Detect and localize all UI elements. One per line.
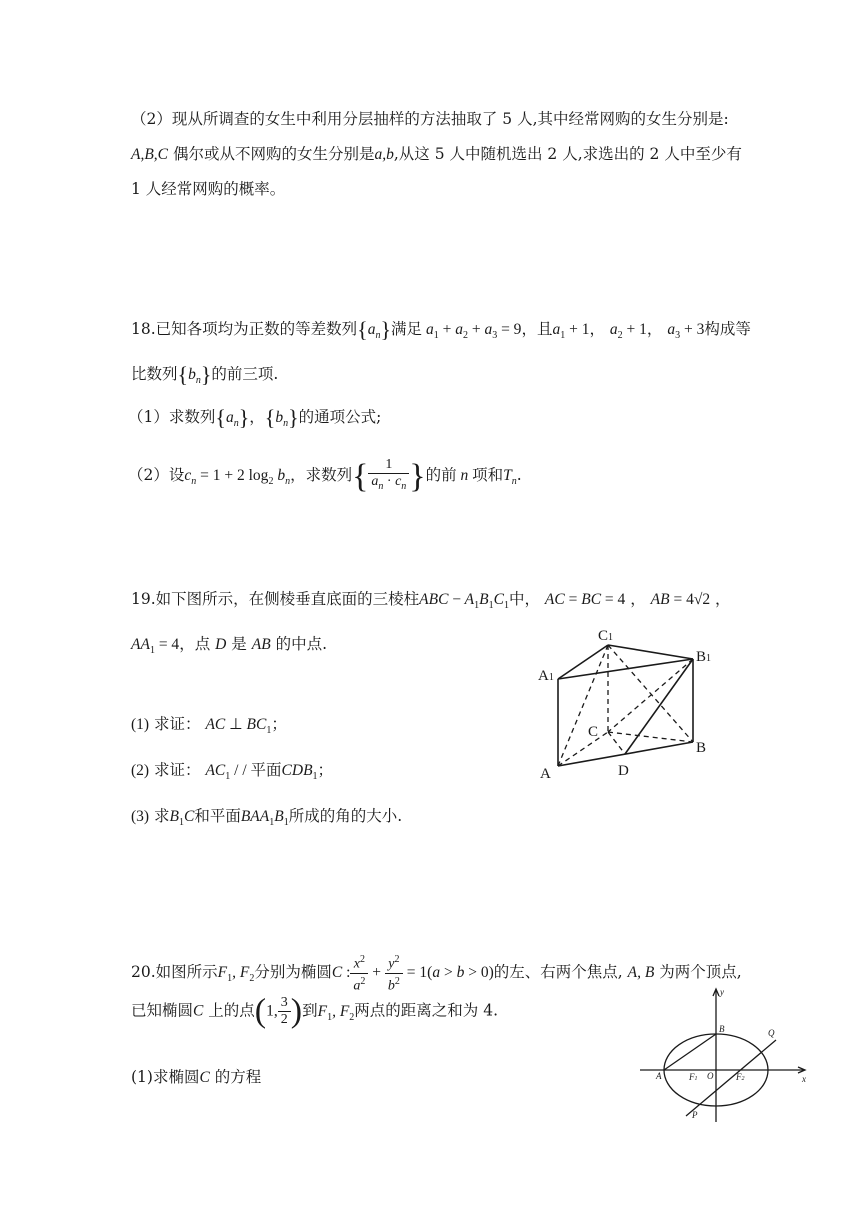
label-Q: Q <box>768 1028 775 1038</box>
q18-text: 满足 <box>391 320 423 338</box>
q20-part1: (1)求椭圆C 的方程 <box>131 1068 262 1086</box>
q20-line2: 已知椭圆C 上的点(1, $\frac{3}{2}$ )到$F_1$, $F_2$两点的距离之和为 4. <box>131 992 498 1030</box>
label-B1: B1 <box>696 649 712 665</box>
q18-text: （1）求数列 <box>128 408 216 426</box>
label-A1: A1 <box>538 668 554 684</box>
q19-text: 中， <box>508 590 540 608</box>
q18-text: ，且 <box>521 320 553 338</box>
q18-line2: 比数列$\{b_n\}$的前三项. <box>131 362 279 387</box>
q17-text: ,从这 5 人中随机选出 2 人,求选出的 2 人中至少有 <box>393 145 742 163</box>
q18-text: ，求数列 <box>290 465 353 484</box>
q18-text: 的通项公式; <box>298 408 382 426</box>
q19-text: 如下图所示，在侧棱垂直底面的三棱柱 <box>155 590 420 608</box>
q18-fraction: $\frac{1}{a_n \cdot c_n}$ <box>368 457 409 495</box>
label-F2: F2 <box>736 1072 745 1082</box>
q19-number: 19. <box>131 590 156 608</box>
label-y: y <box>720 987 724 997</box>
q18-text: 项和 <box>472 465 504 484</box>
q18-line1: 18.已知各项均为正数的等差数列$\{a_n\}$满足 $a_1 + a_2 + a_3 = 9$，且$a_1 + 1$， $a_2 + 1$， $a_3 + 3$构成等 <box>131 317 751 342</box>
q19-line2: $AA_1 = 4$，点 D 是 AB 的中点. <box>131 635 328 657</box>
q19-text: 的中点. <box>275 635 328 653</box>
q19-part1: (1) 求证： AC ⊥ $BC_1$； <box>131 715 287 737</box>
q18-text: 的前三项. <box>211 365 279 383</box>
label-B: B <box>719 1024 725 1034</box>
q17-part2-line1: （2）现从所调查的女生中利用分层抽样的方法抽取了 5 人,其中经常网购的女生分别是: <box>131 110 729 128</box>
q19-line1: 19.如下图所示，在侧棱垂直底面的三棱柱ABC − $A_1B_1C_1$中， AC = BC = 4 ， AB = 4√2 ， <box>131 590 731 612</box>
label-x: x <box>802 1074 806 1084</box>
label-C1: C1 <box>598 628 614 644</box>
q18-text: 已知各项均为正数的等差数列 <box>155 320 358 338</box>
q19-text: 是 <box>231 635 247 653</box>
q17-text: 偶尔或从不网购的女生分别是 <box>168 145 375 163</box>
label-P: P <box>692 1110 698 1120</box>
label-F1: F1 <box>689 1072 698 1082</box>
q17-vars-ab: a,b <box>374 146 394 163</box>
q18-text: 的前 <box>425 465 457 484</box>
ellipse-figure <box>638 984 814 1126</box>
q19-part2: (2) 求证： $AC_1$ / / 平面$CDB_1$； <box>131 761 334 783</box>
label-O: O <box>707 1071 714 1081</box>
q19-text: ，点 <box>179 635 211 653</box>
q20-line1: 20.如图所示$F_1$, $F_2$分别为椭圆C : $\frac{x^2}{a^2}$ + $\frac{y^2}{b^2}$ = 1(a > b > 0)的左、右两个焦点, A, B 为两个顶点, <box>131 954 742 994</box>
q18-text: 构成等 <box>704 320 751 338</box>
q18-text: （2）设 <box>128 465 185 484</box>
label-B: B <box>696 740 707 756</box>
q18-text: 比数列 <box>131 365 178 383</box>
q17-part2-line3: 1 人经常网购的概率。 <box>131 180 286 198</box>
label-D: D <box>618 763 629 779</box>
q17-vars-ABC: A,B,C <box>131 146 169 163</box>
q17-part2-line2 <box>131 143 742 166</box>
q18-number: 18. <box>131 320 156 338</box>
label-A: A <box>656 1071 662 1081</box>
q18-part1: （1）求数列$\{a_n\}$，$\{b_n\}$的通项公式; <box>128 405 382 430</box>
label-A: A <box>540 766 551 782</box>
q19-part3: (3) 求$B_1C$和平面$BAA_1B_1$所成的角的大小. <box>131 807 403 829</box>
q20-number: 20. <box>131 963 156 982</box>
q18-part2: （2）设$c_n = 1 + 2$ $\log_2 b_n$，求数列{ $\frac{1}{a_n \cdot c_n}$ }的前 n 项和$T_n$. <box>128 457 522 495</box>
label-C: C <box>588 724 599 740</box>
prism-figure <box>530 628 730 788</box>
